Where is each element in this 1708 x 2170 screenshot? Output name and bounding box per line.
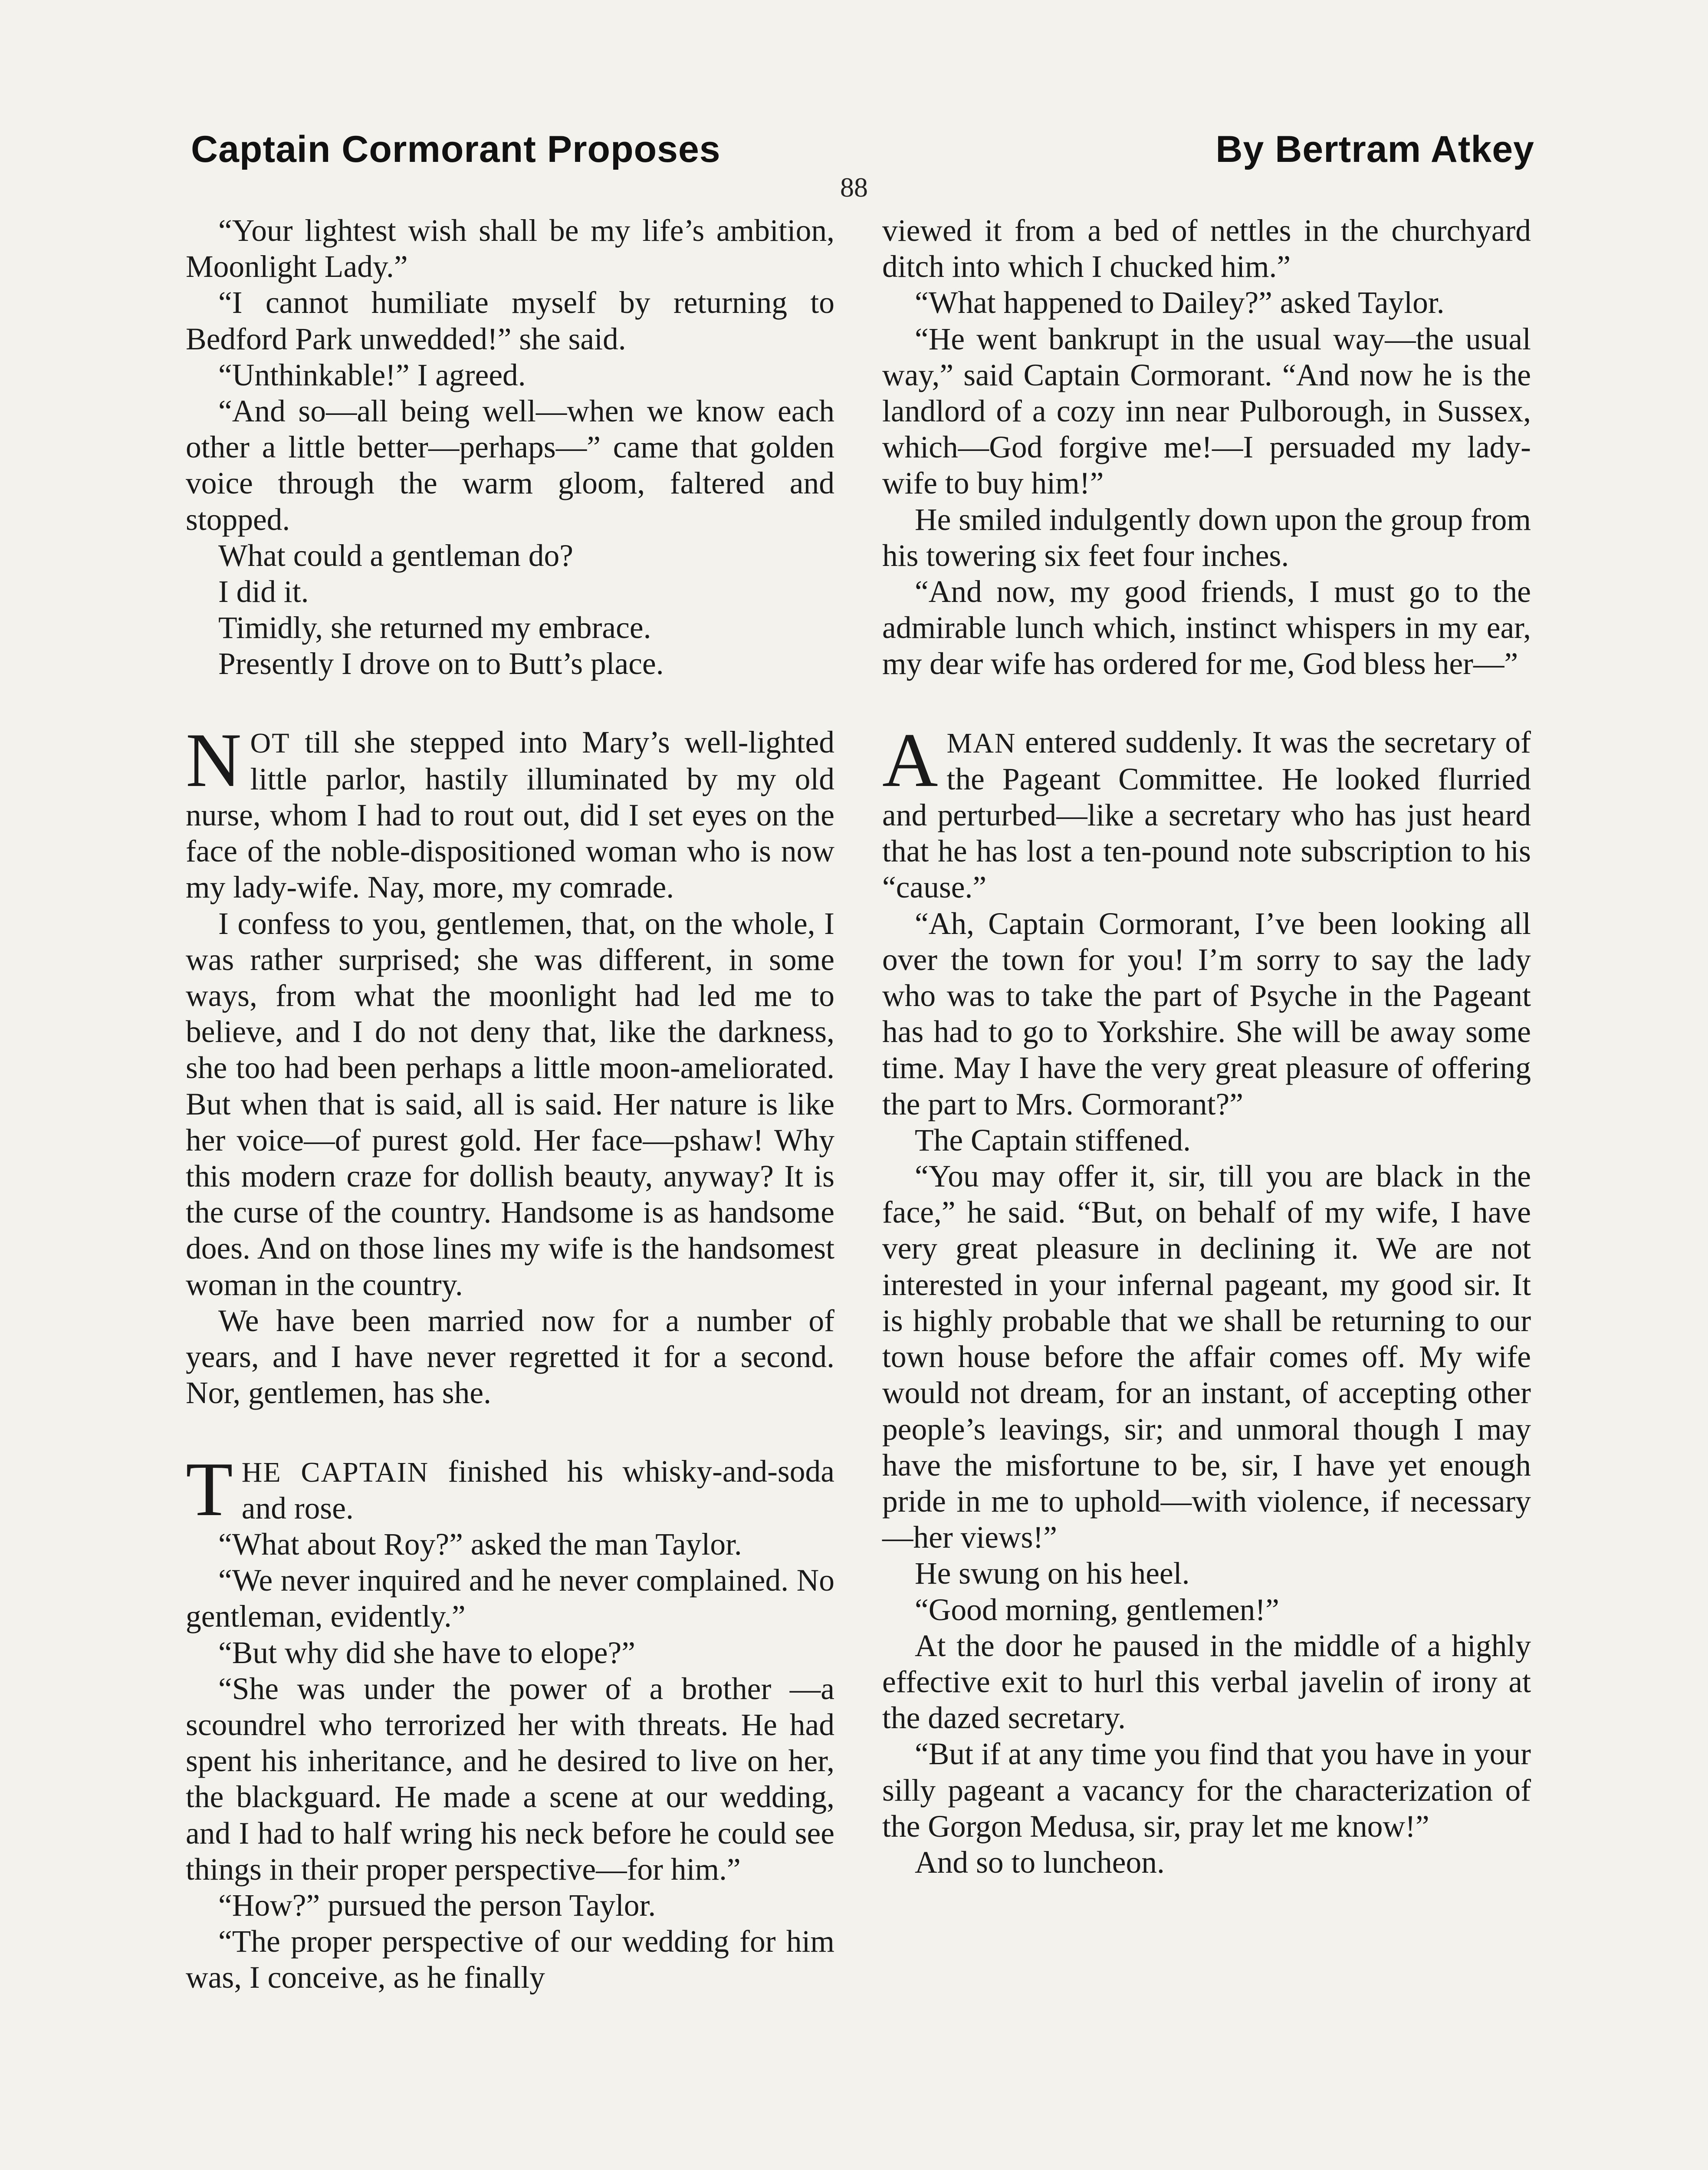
- paragraph: What could a gentleman do?: [218, 538, 573, 573]
- drop-cap: T: [186, 1446, 233, 1532]
- paragraph-text: entered suddenly. It was the secretary of the Pageant Committee. He looked flurried and perturbed—like a secretary who has just heard that he has lost a ten-pound note subscription to his “cause.”: [882, 725, 1531, 905]
- paragraph: “You may offer it, sir, till you are black in the face,” he said. “But, on behalf of my wife, I have very great pleasure in declining it. We are not interested in your infernal pageant, my good sir. It is highly probable that we shall be returning to our town house before the affair comes off. My wife would not dream, for an instant, of accepting other people’s leavings, sir; and unmoral though I may have the misfortune to be, sir, I have yet enough pride in me to uphold—with violence, if necessary—her views!”: [882, 1159, 1531, 1555]
- section-paragraph: [186, 1446, 834, 1532]
- paragraph: “The proper perspective of our wedding for him was, I conceive, as he finally: [186, 1924, 834, 1995]
- section-paragraph: [186, 717, 834, 906]
- small-caps-lead: MAN: [946, 727, 1016, 759]
- small-caps-lead: HE CAPTAIN: [241, 1456, 429, 1488]
- paragraph: “And now, my good friends, I must go to the admirable lunch which, instinct whispers in my ear, my dear wife has ordered for me, God bless her—”: [882, 575, 1531, 681]
- paragraph: “But if at any time you find that you have in your silly pageant a vacancy for the characterization of the Gorgon Medusa, sir, pray let me know!”: [882, 1737, 1531, 1844]
- paragraph: viewed it from a bed of nettles in the churchyard ditch into which I chucked him.”: [882, 214, 1531, 284]
- paragraph-text: finished his whisky-and-soda and rose.: [241, 1454, 834, 1526]
- left-column: [186, 213, 834, 1996]
- paragraph: “Ah, Captain Cormorant, I’ve been looking all over the town for you! I’m sorry to say the lady who was to take the part of Psyche in the Pageant has had to go to Yorkshire. She will be away some time. May I have the very great pleasure of offering the part to Mrs. Cormorant?”: [882, 906, 1531, 1121]
- paragraph: And so to luncheon.: [915, 1845, 1165, 1880]
- page-number: 88: [840, 172, 868, 203]
- paragraph-text: till she stepped into Mary’s well-lighted little parlor, hastily illuminated by my old nurse, whom I had to rout out, did I set eyes on the face of the noble-dispositioned woman who is now my lady-wife. Nay, more, my comrade.: [186, 725, 834, 905]
- paragraph: “And so—all being well—when we know each other a little better—perhaps—” came that golden voice through the warm gloom, faltered and stopped.: [186, 394, 834, 537]
- story-title: Captain Cormorant Proposes: [191, 128, 721, 170]
- paragraph: “What about Roy?” asked the man Taylor.: [218, 1527, 742, 1562]
- paragraph: “She was under the power of a brother —a scoundrel who terrorized her with threats. He had spent his inheritance, and he desired to live on her, the blackguard. He made a scene at our wedding, and I had to half wring his neck before he could see things in their proper perspective—for him.”: [186, 1671, 834, 1887]
- paragraph: “What happened to Dailey?” asked Taylor.: [915, 286, 1445, 320]
- paragraph: At the door he paused in the middle of a highly effective exit to hurl this verbal javelin of irony at the dazed secretary.: [882, 1628, 1531, 1736]
- paragraph: He smiled indulgently down upon the group from his towering six feet four inches.: [882, 502, 1531, 573]
- paragraph: “He went bankrupt in the usual way—the usual way,” said Captain Cormorant. “And now he is the landlord of a cozy inn near Pulborough, in Sussex, which—God forgive me!—I persuaded my lady-wife to buy him!”: [882, 322, 1531, 501]
- drop-cap: A: [882, 717, 938, 803]
- paragraph: The Captain stiffened.: [915, 1123, 1191, 1157]
- paragraph: “Unthinkable!” I agreed.: [218, 358, 526, 392]
- paragraph: I did it.: [218, 575, 309, 609]
- paragraph: “We never inquired and he never complained. No gentleman, evidently.”: [186, 1563, 834, 1634]
- paragraph: He swung on his heel.: [915, 1556, 1190, 1591]
- drop-cap: N: [186, 717, 242, 803]
- paragraph: Timidly, she returned my embrace.: [218, 611, 651, 645]
- page-header: [191, 128, 1534, 171]
- paragraph: Presently I drove on to Butt’s place.: [218, 647, 664, 681]
- paragraph: “How?” pursued the person Taylor.: [218, 1888, 656, 1923]
- paragraph: I confess to you, gentlemen, that, on the whole, I was rather surprised; she was different, in some ways, from what the moonlight had led me to believe, and I do not deny that, like the darkness, she too had been perhaps a little moon-ameliorated. But when that is said, all is said. Her nature is like her voice—of purest gold. Her face—pshaw! Why this modern craze for dollish beauty, anyway? It is the curse of the country. Handsome is as handsome does. And on those lines my wife is the handsomest woman in the country.: [186, 906, 834, 1302]
- small-caps-lead: OT: [250, 727, 290, 759]
- paragraph: We have been married now for a number of years, and I have never regretted it for a second. Nor, gentlemen, has she.: [186, 1303, 834, 1410]
- paragraph: “Your lightest wish shall be my life’s ambition, Moonlight Lady.”: [186, 214, 834, 284]
- author-byline: By Bertram Atkey: [1215, 128, 1534, 170]
- section-paragraph: [882, 717, 1531, 906]
- paragraph: “I cannot humiliate myself by returning to Bedford Park unwedded!” she said.: [186, 286, 834, 356]
- paragraph: “Good morning, gentlemen!”: [915, 1592, 1279, 1627]
- paragraph: “But why did she have to elope?”: [218, 1635, 635, 1670]
- right-column: [882, 213, 1531, 1881]
